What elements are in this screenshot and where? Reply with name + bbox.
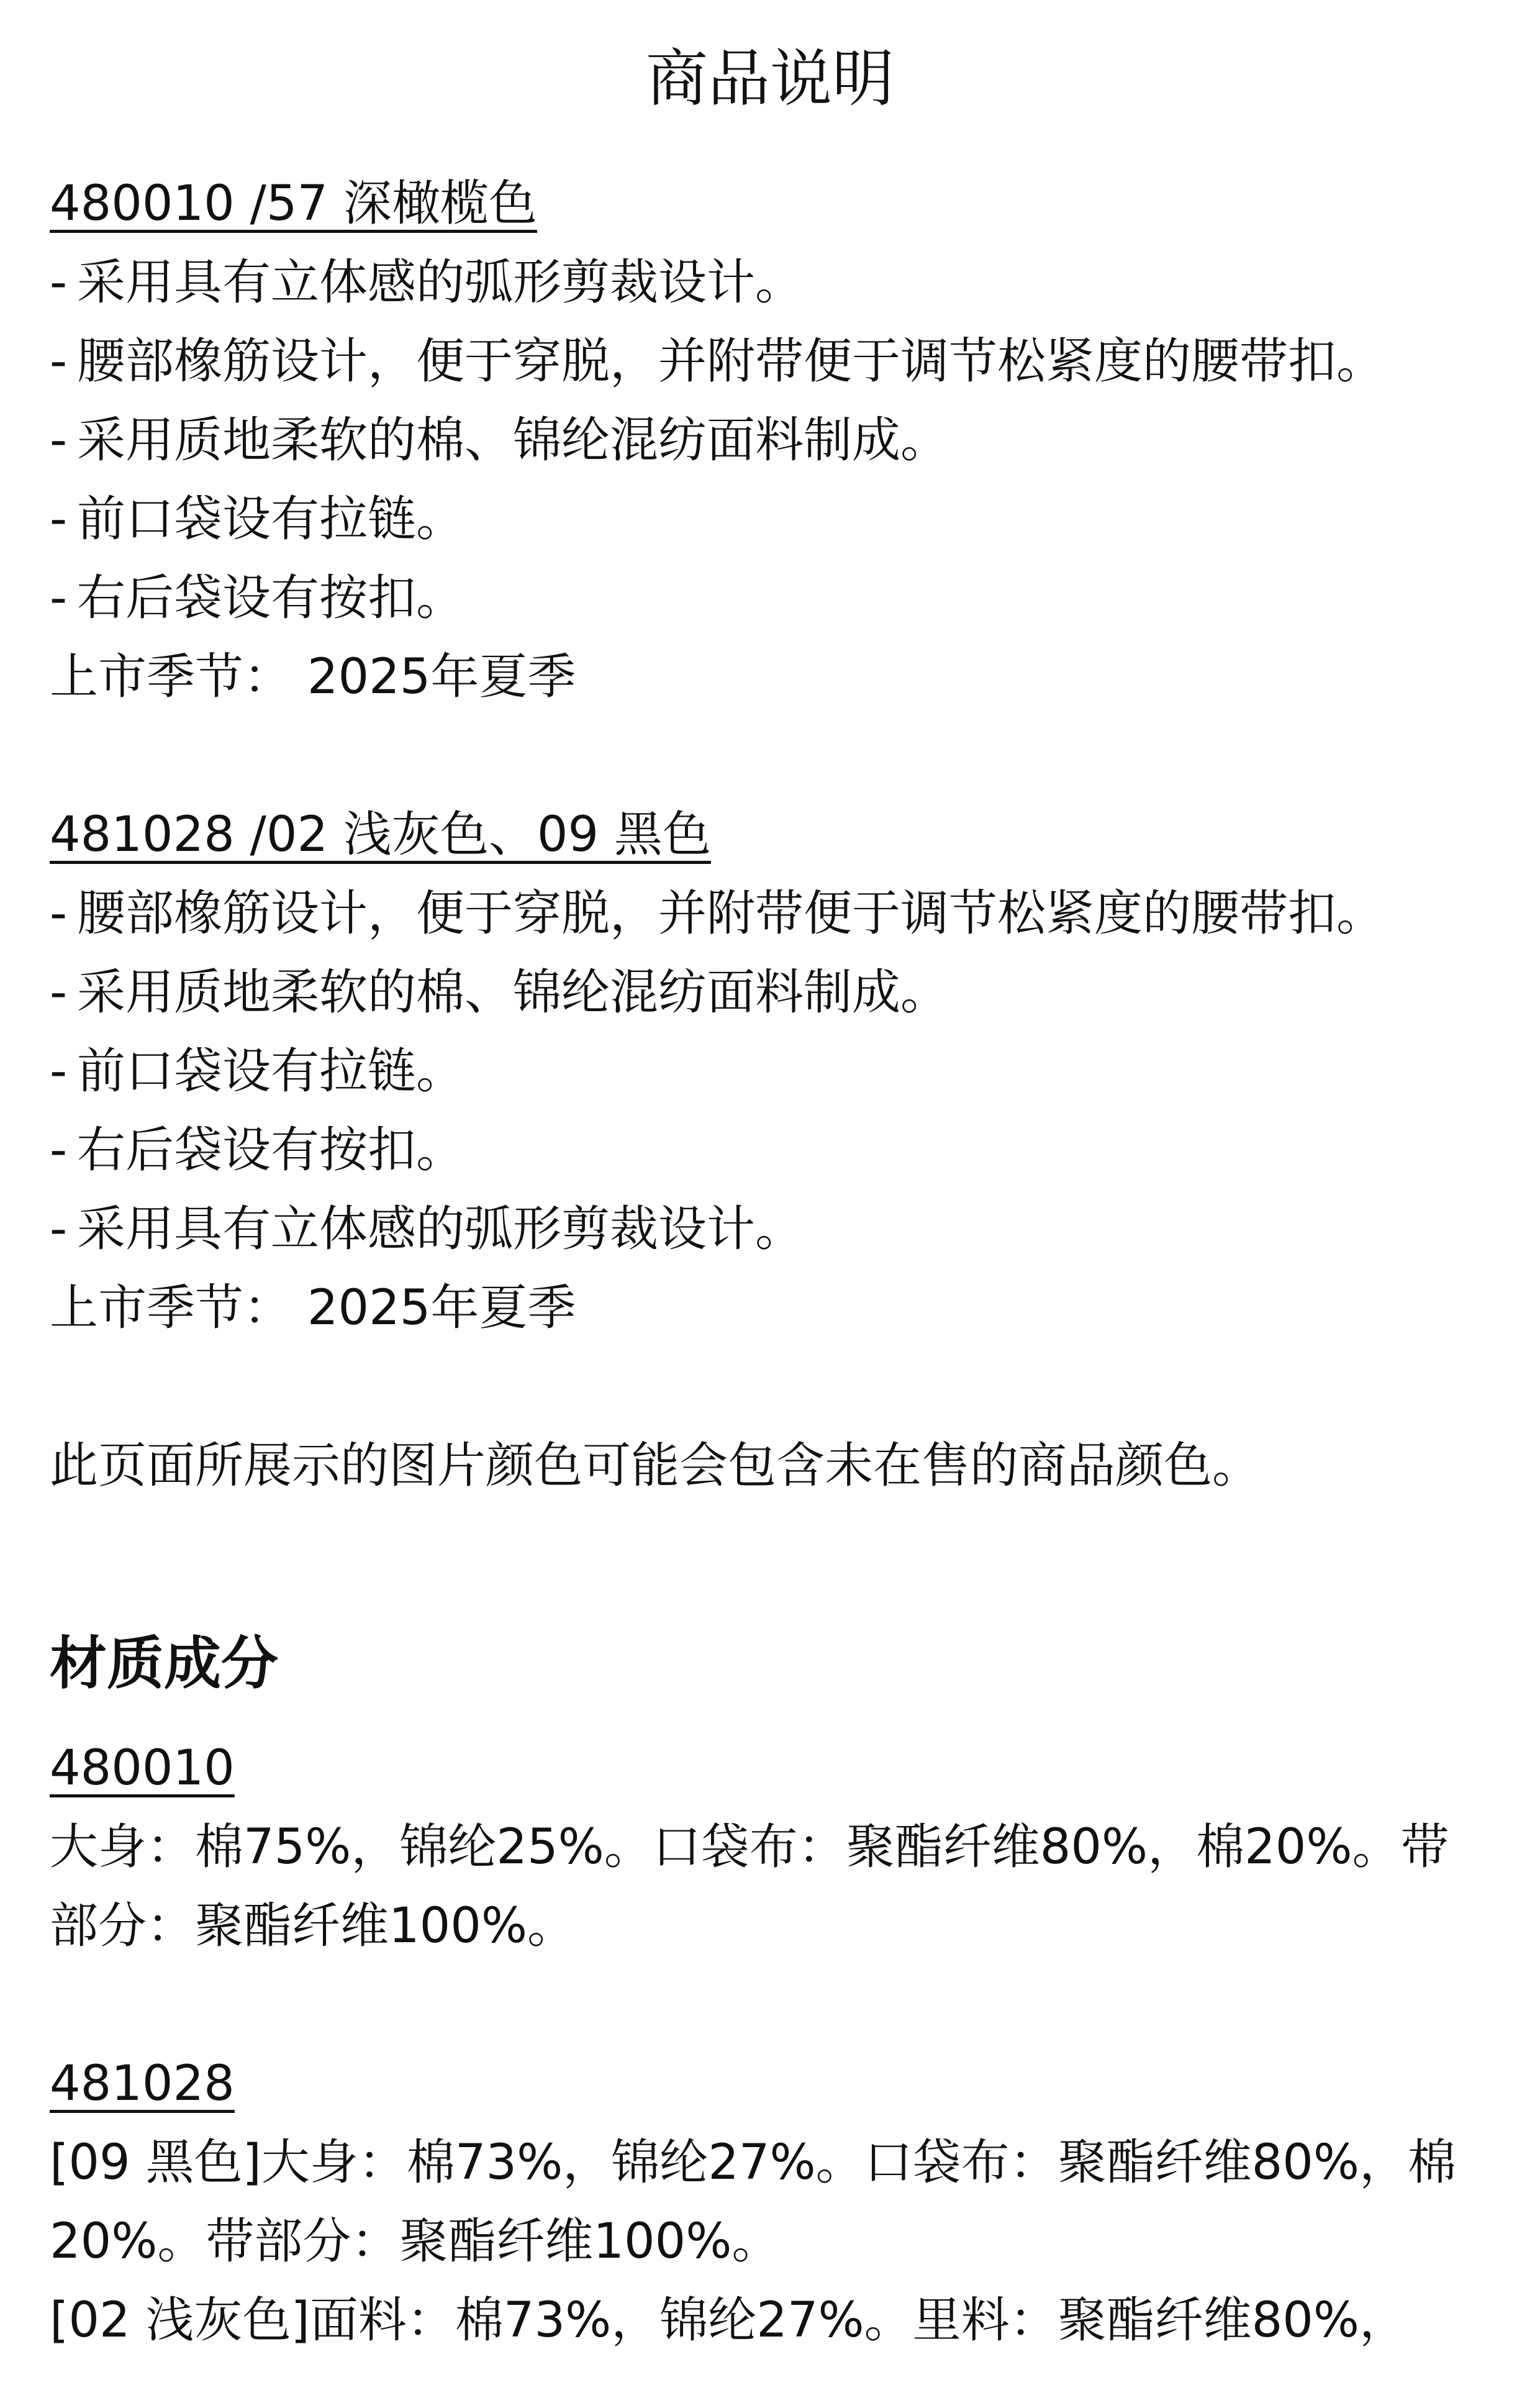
- product-section-480010: [50, 165, 1497, 717]
- material-item-480010: [50, 1729, 1497, 1966]
- feature-item: - 右后袋设有按扣。: [50, 559, 1497, 638]
- feature-item: - 采用具有立体感的弧形剪裁设计。: [50, 243, 1497, 322]
- color-note: 此页面所展示的图片颜色可能会包含未在售的商品颜色。: [50, 1438, 1261, 1494]
- feature-item: - 采用具有立体感的弧形剪裁设计。: [50, 1190, 1497, 1269]
- product-description: [50, 165, 1497, 2360]
- season-value: 2025年夏季: [307, 649, 576, 705]
- material-text: [02 浅灰色]面料：棉73%，锦纶27%。里料：聚酯纤维80%，: [50, 2292, 1408, 2348]
- material-code: 480010: [50, 1740, 235, 1796]
- material-code: 481028: [50, 2056, 235, 2112]
- page-title: 商品说明: [646, 42, 894, 115]
- product-heading: 480010 /57 深橄榄色: [50, 176, 537, 232]
- feature-item: - 采用质地柔软的棉、锦纶混纺面料制成。: [50, 953, 1497, 1032]
- feature-item: - 腰部橡筋设计，便于穿脱，并附带便于调节松紧度的腰带扣。: [50, 874, 1497, 953]
- season-line: [50, 638, 1497, 717]
- feature-item: - 前口袋设有拉链。: [50, 480, 1497, 559]
- product-heading: 481028 /02 浅灰色、09 黑色: [50, 807, 711, 863]
- feature-list: [50, 874, 1497, 1269]
- feature-item: - 采用质地柔软的棉、锦纶混纺面料制成。: [50, 401, 1497, 480]
- season-label: 上市季节：: [50, 649, 292, 705]
- feature-item: - 腰部橡筋设计，便于穿脱，并附带便于调节松紧度的腰带扣。: [50, 322, 1497, 401]
- feature-item: - 前口袋设有拉链。: [50, 1032, 1497, 1111]
- season-value: 2025年夏季: [307, 1280, 576, 1336]
- material-text: 大身：棉75%，锦纶25%。口袋布：聚酯纤维80%，棉20%。带部分：聚酯纤维100%。: [50, 1819, 1449, 1954]
- product-section-481028: [50, 796, 1497, 1348]
- feature-list: [50, 243, 1497, 638]
- materials-heading: 材质成分: [50, 1630, 279, 1697]
- material-text: [09 黑色]大身：棉73%，锦纶27%。口袋布：聚酯纤维80%，棉20%。带部分：聚酯纤维100%。: [50, 2135, 1457, 2269]
- material-item-481028: [50, 2045, 1497, 2360]
- season-line: [50, 1269, 1497, 1348]
- season-label: 上市季节：: [50, 1280, 292, 1336]
- feature-item: - 右后袋设有按扣。: [50, 1111, 1497, 1190]
